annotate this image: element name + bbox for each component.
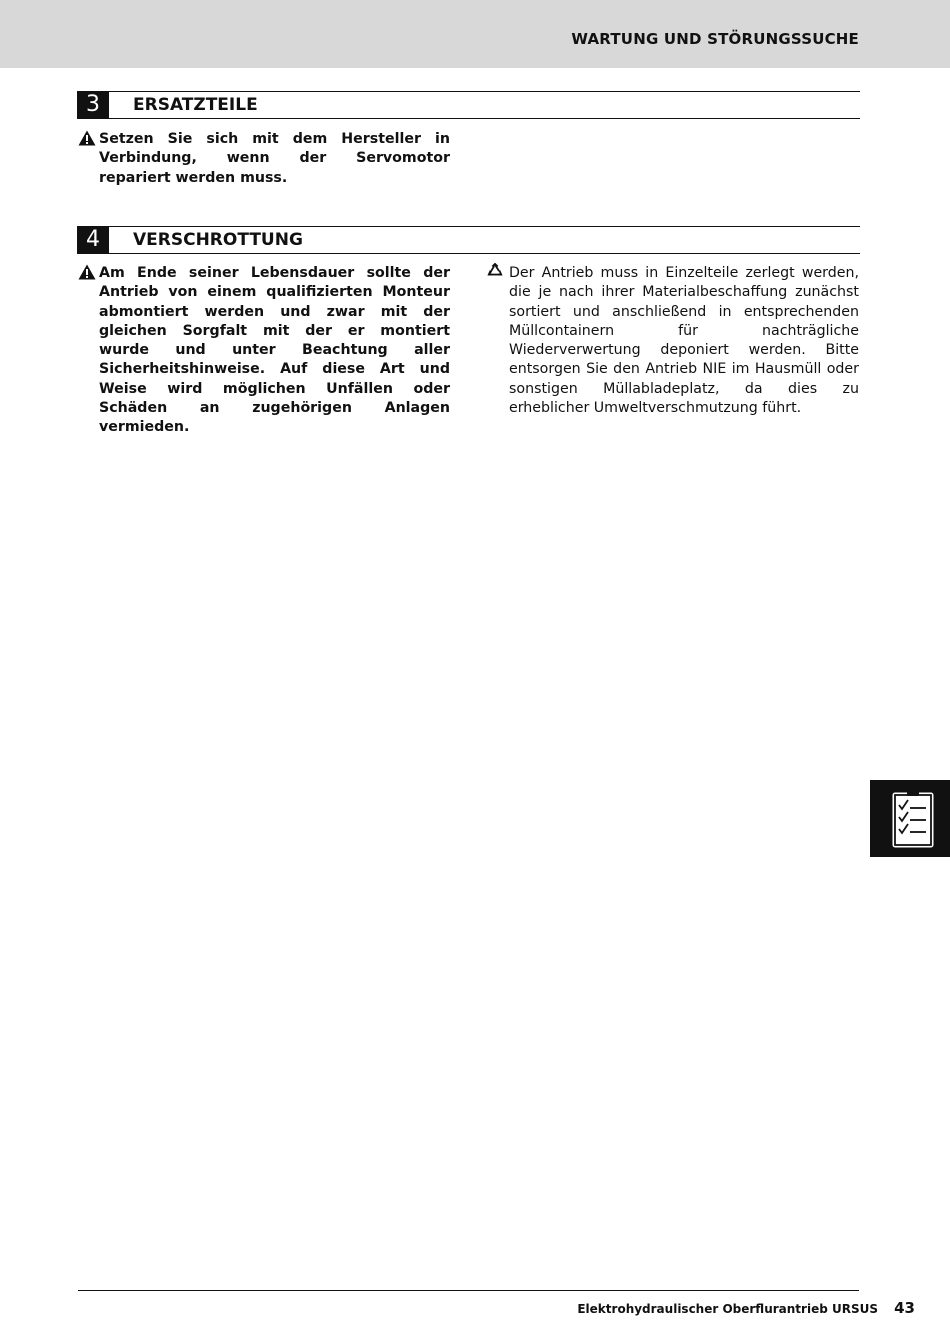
- page-number: 43: [894, 1299, 915, 1317]
- section-number: 4: [77, 227, 109, 253]
- footer-product: Elektrohydraulischer Oberflurantrieb URSUS: [577, 1302, 878, 1316]
- page-header: [0, 0, 950, 68]
- header-title: WARTUNG UND STÖRUNGSSUCHE: [571, 30, 859, 48]
- warning-icon: [78, 264, 96, 280]
- recycle-note-text: Der Antrieb muss in Einzelteile zerlegt werden, die je nach ihrer Materialbeschaffung zunächst sortiert und anschließend in entsprechenden Müllcontainern für nachträgliche Wiederverwertung deponiert werden. Bitte entsorgen Sie den Antrieb NIE im Hausmüll oder sonstigen Müllabladeplatz, da dies zu erheblicher Umweltverschmutzung führt.: [509, 265, 859, 417]
- warning-icon: [78, 130, 96, 146]
- footer-rule: [78, 1290, 859, 1291]
- section-number: 3: [77, 92, 109, 118]
- checklist-icon: [888, 786, 938, 852]
- chapter-tab: [870, 780, 950, 857]
- recycle-icon: [486, 263, 504, 279]
- section-title: VERSCHROTTUNG: [133, 230, 303, 250]
- section-3-heading: [77, 91, 860, 119]
- warning-text: Setzen Sie sich mit dem Hersteller in Verbindung, wenn der Servomotor repariert werden muss.: [99, 131, 450, 186]
- section-4-heading: [77, 226, 860, 254]
- warning-text: Am Ende seiner Lebensdauer sollte der Antrieb von einem qualifizierten Monteur abmontiert werden und zwar mit der gleichen Sorgfalt mit der er montiert wurde und unter Beachtung aller Sicherheitshinweise. Auf diese Art und Weise wird möglichen Unfällen oder Schäden an zugehörigen Anlagen vermieden.: [99, 265, 450, 436]
- section-title: ERSATZTEILE: [133, 95, 258, 115]
